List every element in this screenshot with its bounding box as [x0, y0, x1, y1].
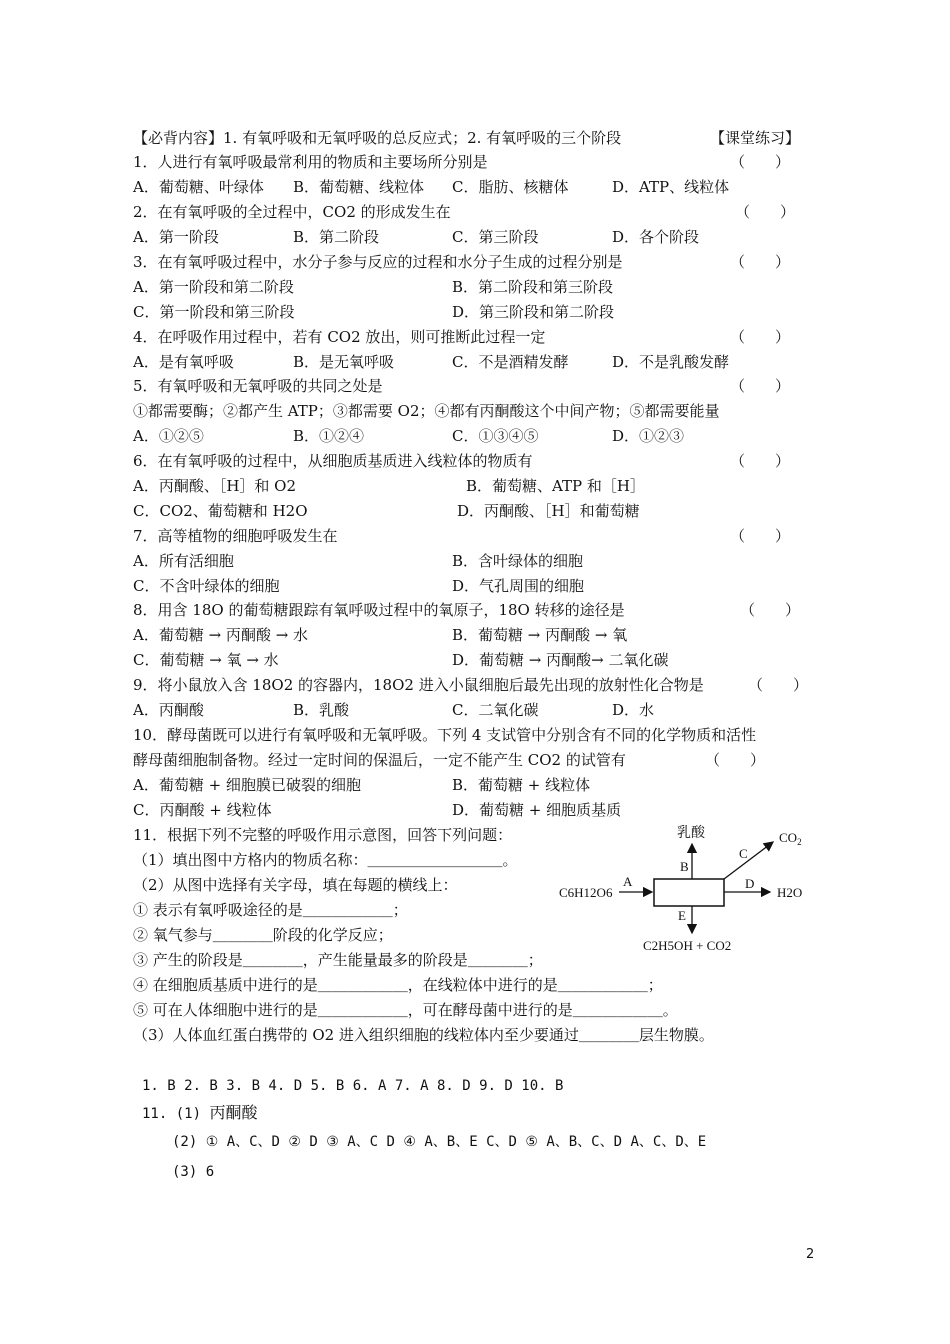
- answer-paren: （ ）: [730, 153, 791, 171]
- header-line: 【必背内容】1. 有氧呼吸和无氧呼吸的总反应式；2. 有氧呼吸的三个阶段: [133, 129, 622, 147]
- arrow-c: [724, 842, 773, 879]
- answer-11-prefix: 11. (1): [142, 1106, 210, 1122]
- option: D．葡萄糖 → 丙酮酸→ 二氧化碳: [452, 651, 669, 669]
- answer-paren: （ ）: [740, 601, 801, 619]
- option: A．丙酮酸、［H］和 O2: [133, 477, 297, 495]
- option: B．乳酸: [293, 701, 350, 719]
- answer-paren: （ ）: [730, 377, 791, 395]
- option: A．是有氧呼吸: [133, 353, 234, 371]
- water-label: H2O: [777, 885, 803, 900]
- subquestion-3: （3）人体血红蛋白携带的 O2 进入组织细胞的线粒体内至少要通过＿＿＿＿层生物膜。: [133, 1026, 714, 1044]
- answer-paren: （ ）: [730, 253, 791, 271]
- option: D．气孔周围的细胞: [452, 577, 585, 595]
- subquestion-2-item: ③ 产生的阶段是＿＿＿＿，产生能量最多的阶段是＿＿＿＿；: [133, 951, 543, 969]
- question-stem: 5．有氧呼吸和无氧呼吸的共同之处是: [133, 377, 383, 395]
- option: C．脂肪、核糖体: [452, 178, 569, 196]
- option: A．所有活细胞: [133, 552, 234, 570]
- option: A．①②⑤: [133, 427, 204, 445]
- letter-a: A: [623, 874, 633, 889]
- question-stem: 9．将小鼠放入含 18O2 的容器内，18O2 进入小鼠细胞后最先出现的放射性化合物是: [133, 676, 704, 694]
- lactic-acid-label: 乳酸: [677, 826, 705, 841]
- answer-paren: （ ）: [735, 203, 796, 221]
- option: C．CO2、葡萄糖和 H2O: [133, 502, 308, 520]
- option: C．①③④⑤: [452, 427, 539, 445]
- option: A．丙酮酸: [133, 701, 204, 719]
- unknown-substance-box: [654, 879, 724, 906]
- option: C．二氧化碳: [452, 701, 539, 719]
- option: B．①②④: [293, 427, 365, 445]
- subquestion-2-item: ④ 在细胞质基质中进行的是＿＿＿＿＿＿，在线粒体中进行的是＿＿＿＿＿＿；: [133, 976, 663, 994]
- question-stem: 4．在呼吸作用过程中，若有 CO2 放出，则可推断此过程一定: [133, 328, 546, 346]
- option: D．丙酮酸、［H］和葡萄糖: [457, 502, 640, 520]
- option: B．葡萄糖 + 线粒体: [452, 776, 591, 794]
- answer-line-1: 1. B 2. B 3. B 4. D 5. B 6. A 7. A 8. D 9. D 10. B: [142, 1078, 564, 1094]
- option: B．葡萄糖 → 丙酮酸 → 氧: [452, 626, 628, 644]
- option: D．水: [612, 701, 655, 719]
- question-stem: 8．用含 18O 的葡萄糖跟踪有氧呼吸过程中的氧原子，18O 转移的途径是: [133, 601, 625, 619]
- subquestion-2: （2）从图中选择有关字母，填在每题的横线上：: [133, 876, 458, 894]
- question-stem: 2．在有氧呼吸的全过程中，CO2 的形成发生在: [133, 203, 451, 221]
- subquestion-2-item: ⑤ 可在人体细胞中进行的是＿＿＿＿＿＿，可在酵母菌中进行的是＿＿＿＿＿＿。: [133, 1001, 678, 1019]
- option: C．第三阶段: [452, 228, 539, 246]
- answer-paren: （ ）: [730, 452, 791, 470]
- option: B．含叶绿体的细胞: [452, 552, 584, 570]
- answer-line-2: [142, 1103, 257, 1124]
- question-stem: 1．人进行有氧呼吸最常利用的物质和主要场所分别是: [133, 153, 488, 171]
- subquestion-2-item: ① 表示有氧呼吸途径的是＿＿＿＿＿＿；: [133, 901, 408, 919]
- option: C．葡萄糖 → 氧 → 水: [133, 651, 279, 669]
- respiration-diagram: [555, 818, 805, 963]
- option: D．第三阶段和第二阶段: [452, 303, 615, 321]
- subquestion-2-item: ② 氧气参与＿＿＿＿阶段的化学反应；: [133, 926, 393, 944]
- letter-e: E: [678, 908, 686, 923]
- option: C．第一阶段和第三阶段: [133, 303, 295, 321]
- option: A．葡萄糖、叶绿体: [133, 178, 264, 196]
- option: D．ATP、线粒体: [612, 178, 730, 196]
- option: B．第二阶段和第三阶段: [452, 278, 614, 296]
- answer-paren: （ ）: [748, 676, 809, 694]
- option: D．不是乳酸发酵: [612, 353, 730, 371]
- question-stem-cont: 酵母菌细胞制备物。经过一定时间的保温后，一定不能产生 CO2 的试管有: [133, 751, 626, 769]
- question-stem: 3．在有氧呼吸过程中，水分子参与反应的过程和水分子生成的过程分别是: [133, 253, 623, 271]
- option: B．第二阶段: [293, 228, 380, 246]
- question-stem: 10．酵母菌既可以进行有氧呼吸和无氧呼吸。下列 4 支试管中分别含有不同的化学物质和活性: [133, 726, 757, 744]
- practice-heading: 【课堂练习】: [710, 129, 801, 147]
- question-stem: 7．高等植物的细胞呼吸发生在: [133, 527, 338, 545]
- question-stem: 6．在有氧呼吸的过程中，从细胞质基质进入线粒体的物质有: [133, 452, 533, 470]
- option: D．葡萄糖 + 细胞质基质: [452, 801, 622, 819]
- option: B．是无氧呼吸: [293, 353, 395, 371]
- answer-paren: （ ）: [705, 751, 766, 769]
- ethanol-co2-label: C2H5OH + CO2: [643, 938, 732, 953]
- co2-label: $CO_2$: [779, 830, 802, 847]
- option: D．各个阶段: [612, 228, 700, 246]
- option: C．不是酒精发酵: [452, 353, 569, 371]
- letter-b: B: [680, 859, 689, 874]
- option: A．第一阶段和第二阶段: [133, 278, 294, 296]
- question-stem: 11．根据下列不完整的呼吸作用示意图，回答下列问题：: [133, 826, 513, 844]
- letter-d: D: [745, 876, 755, 891]
- option: B．葡萄糖、线粒体: [293, 178, 425, 196]
- answer-line-3: (2) ① A、C、D ② D ③ A、C D ④ A、B、E C、D ⑤ A、B、C、D A、C、D、E: [172, 1134, 707, 1150]
- statement-list: ①都需要酶；②都产生 ATP；③都需要 O2；④都有丙酮酸这个中间产物；⑤都需要能量: [133, 402, 720, 420]
- answer-paren: （ ）: [730, 527, 791, 545]
- page-number: 2: [806, 1247, 815, 1262]
- letter-c: C: [739, 846, 748, 861]
- answer-line-4: (3) 6: [172, 1164, 215, 1180]
- answer-paren: （ ）: [730, 328, 791, 346]
- option: A．葡萄糖 + 细胞膜已破裂的细胞: [133, 776, 361, 794]
- option: C．不含叶绿体的细胞: [133, 577, 280, 595]
- answer-11-1: 丙酮酸: [209, 1103, 258, 1122]
- option: B．葡萄糖、ATP 和［H］: [466, 477, 645, 495]
- option: A．第一阶段: [133, 228, 219, 246]
- subquestion-1: （1）填出图中方格内的物质名称：＿＿＿＿＿＿＿＿＿。: [133, 851, 518, 869]
- glucose-label: C6H12O6: [559, 885, 613, 900]
- option: A．葡萄糖 → 丙酮酸 → 水: [133, 626, 309, 644]
- option: D．①②③: [612, 427, 685, 445]
- option: C．丙酮酸 + 线粒体: [133, 801, 272, 819]
